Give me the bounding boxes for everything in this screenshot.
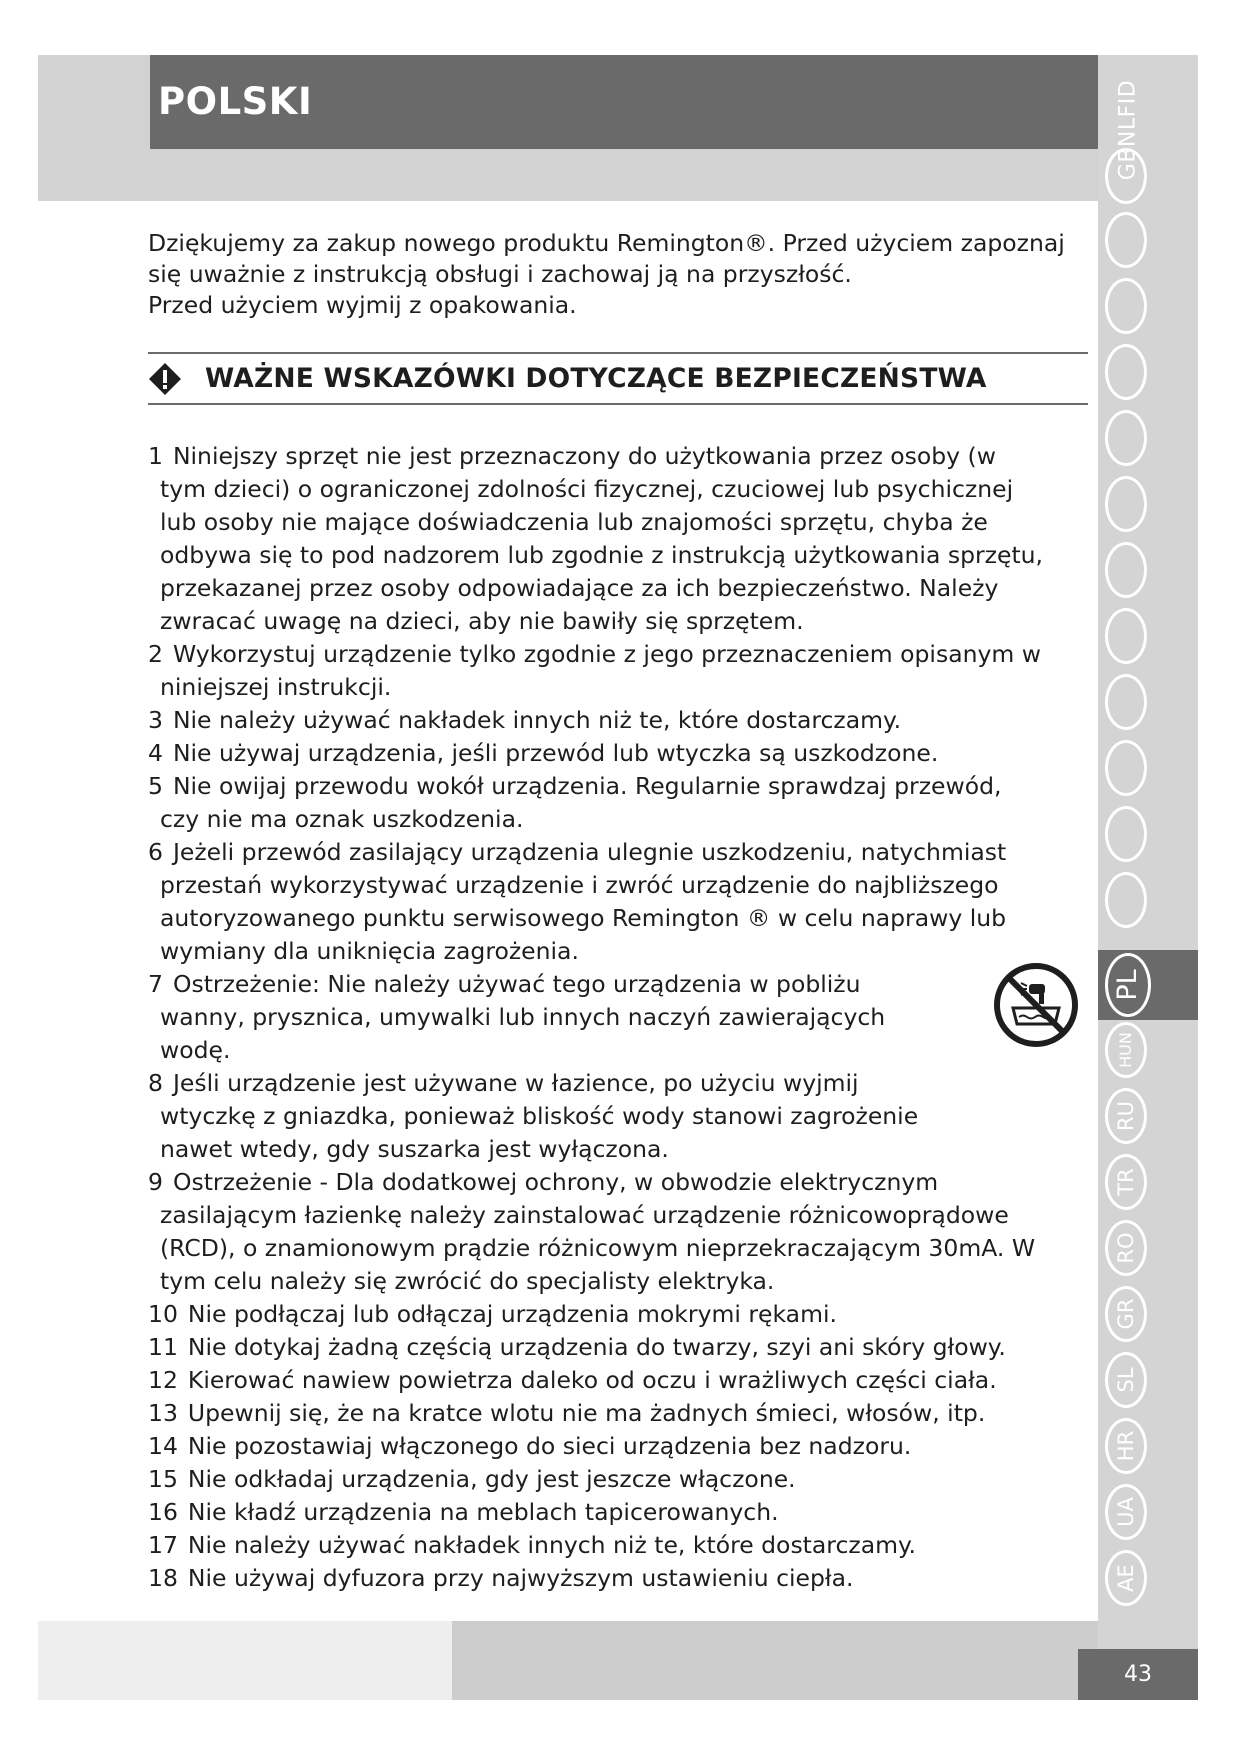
language-tab-label: UA	[1114, 1497, 1138, 1527]
language-tab-circle[interactable]	[1105, 278, 1147, 334]
page-title: POLSKI	[158, 80, 313, 123]
language-tab-circle[interactable]	[1105, 674, 1147, 730]
language-tab-circle[interactable]	[1105, 806, 1147, 862]
warning-diamond-icon	[148, 362, 182, 396]
language-tab-circle[interactable]	[1105, 542, 1147, 598]
list-item: 3 Nie należy używać nakładek innych niż te, które dostarczamy.	[148, 706, 902, 734]
list-item: 5 Nie owijaj przewodu wokół urządzenia. Regularnie sprawdzaj przewód, czy nie ma oznak uszkodzenia.	[148, 772, 1002, 833]
language-tab-label: TR	[1114, 1168, 1138, 1196]
language-tab-label: HUN	[1116, 1032, 1135, 1068]
language-tab-circle[interactable]	[1105, 740, 1147, 796]
page-number: 43	[1124, 1662, 1152, 1687]
list-item: 2 Wykorzystuj urządzenie tylko zgodnie z jego przeznaczeniem opisanym w niniejszej instrukcji.	[148, 640, 1041, 701]
intro-paragraph: Przed użyciem wyjmij z opakowania.	[148, 291, 577, 319]
list-item: 10 Nie podłączaj lub odłączaj urządzenia mokrymi rękami.	[148, 1300, 837, 1328]
list-item: 6 Jeżeli przewód zasilający urządzenia ulegnie uszkodzeniu, natychmiast przestań wykorzystywać urządzenie i zwróć urządzenie do najbliższego autoryzowanego punktu serwisowego Remington ® w celu naprawy lub wymiany dla uniknięcia zagrożenia.	[148, 838, 1007, 965]
title-bar	[150, 55, 1100, 149]
section-divider	[148, 403, 1088, 405]
section-divider	[148, 352, 1088, 354]
language-tab-label: RO	[1114, 1232, 1138, 1264]
list-item: 9 Ostrzeżenie - Dla dodatkowej ochrony, w obwodzie elektrycznym zasilającym łazienkę należy zainstalować urządzenie różnicowoprądowe (RCD), o znamionowym prądzie różnicowym nieprzekraczającym 30mA. W tym celu należy się zwrócić do specjalisty elektryka.	[148, 1168, 1036, 1295]
language-tab-label: SL	[1114, 1367, 1138, 1393]
list-item: 14 Nie pozostawiaj włączonego do sieci urządzenia bez nadzoru.	[148, 1432, 912, 1460]
list-item: 18 Nie używaj dyfuzora przy najwyższym ustawieniu ciepła.	[148, 1564, 854, 1592]
list-item: 7 Ostrzeżenie: Nie należy używać tego urządzenia w pobliżu wanny, prysznica, umywalki lub innych naczyń zawierających wodę.	[148, 970, 886, 1064]
language-tab-circle[interactable]	[1105, 476, 1147, 532]
section-heading: WAŻNE WSKAZÓWKI DOTYCZĄCE BEZPIECZEŃSTWA	[205, 363, 987, 394]
list-item: 17 Nie należy używać nakładek innych niż te, które dostarczamy.	[148, 1531, 917, 1559]
list-item: 8 Jeśli urządzenie jest używane w łazience, po użyciu wyjmij wtyczkę z gniazdka, ponieważ bliskość wody stanowi zagrożenie nawet wtedy, gdy suszarka jest wyłączona.	[148, 1069, 919, 1163]
language-tab-circle[interactable]	[1105, 608, 1147, 664]
list-item: 1 Niniejszy sprzęt nie jest przeznaczony do użytkowania przez osoby (w tym dzieci) o ograniczonej zdolności fizycznej, czuciowej lub psychicznej lub osoby nie mające doświadczenia lub znajomości sprzętu, chyba że odbywa się to pod nadzorem lub zgodnie z instrukcją użytkowania sprzętu, przekazanej przez osoby odpowiadające za ich bezpieczeństwo. Należy zwracać uwagę na dzieci, aby nie bawiły się sprzętem.	[148, 442, 1044, 635]
language-label-top: GBNLFID	[1115, 79, 1141, 181]
list-item: 12 Kierować nawiew powietrza daleko od oczu i wrażliwych części ciała.	[148, 1366, 997, 1394]
intro-text	[148, 228, 1088, 321]
language-tab-circle[interactable]	[1105, 344, 1147, 400]
language-tab-label: HR	[1114, 1430, 1138, 1462]
language-tab-circle[interactable]	[1105, 872, 1147, 928]
language-tab-label: RU	[1114, 1101, 1138, 1131]
page-number-box	[1078, 1649, 1198, 1700]
intro-paragraph: Dziękujemy za zakup nowego produktu Remington®. Przed użyciem zapoznaj się uważnie z instrukcją obsługi i zachowaj ją na przyszłość.	[148, 229, 1065, 288]
list-item: 4 Nie używaj urządzenia, jeśli przewód lub wtyczka są uszkodzone.	[148, 739, 939, 767]
language-tab-circle[interactable]	[1105, 148, 1147, 204]
safety-list	[148, 440, 1048, 1595]
no-use-near-water-icon	[993, 962, 1079, 1048]
list-item: 13 Upewnij się, że na kratce wlotu nie ma żadnych śmieci, włosów, itp.	[148, 1399, 986, 1427]
language-tab-circle[interactable]	[1105, 212, 1147, 268]
language-tab-label: AE	[1114, 1564, 1138, 1592]
language-tab-circle[interactable]	[1105, 410, 1147, 466]
language-tab-label-active: PL	[1112, 969, 1143, 1001]
list-item: 11 Nie dotykaj żadną częścią urządzenia do twarzy, szyi ani skóry głowy.	[148, 1333, 1006, 1361]
language-tab-label: GR	[1114, 1298, 1138, 1330]
list-item: 16 Nie kładź urządzenia na meblach tapicerowanych.	[148, 1498, 779, 1526]
list-item: 15 Nie odkładaj urządzenia, gdy jest jeszcze włączone.	[148, 1465, 796, 1493]
